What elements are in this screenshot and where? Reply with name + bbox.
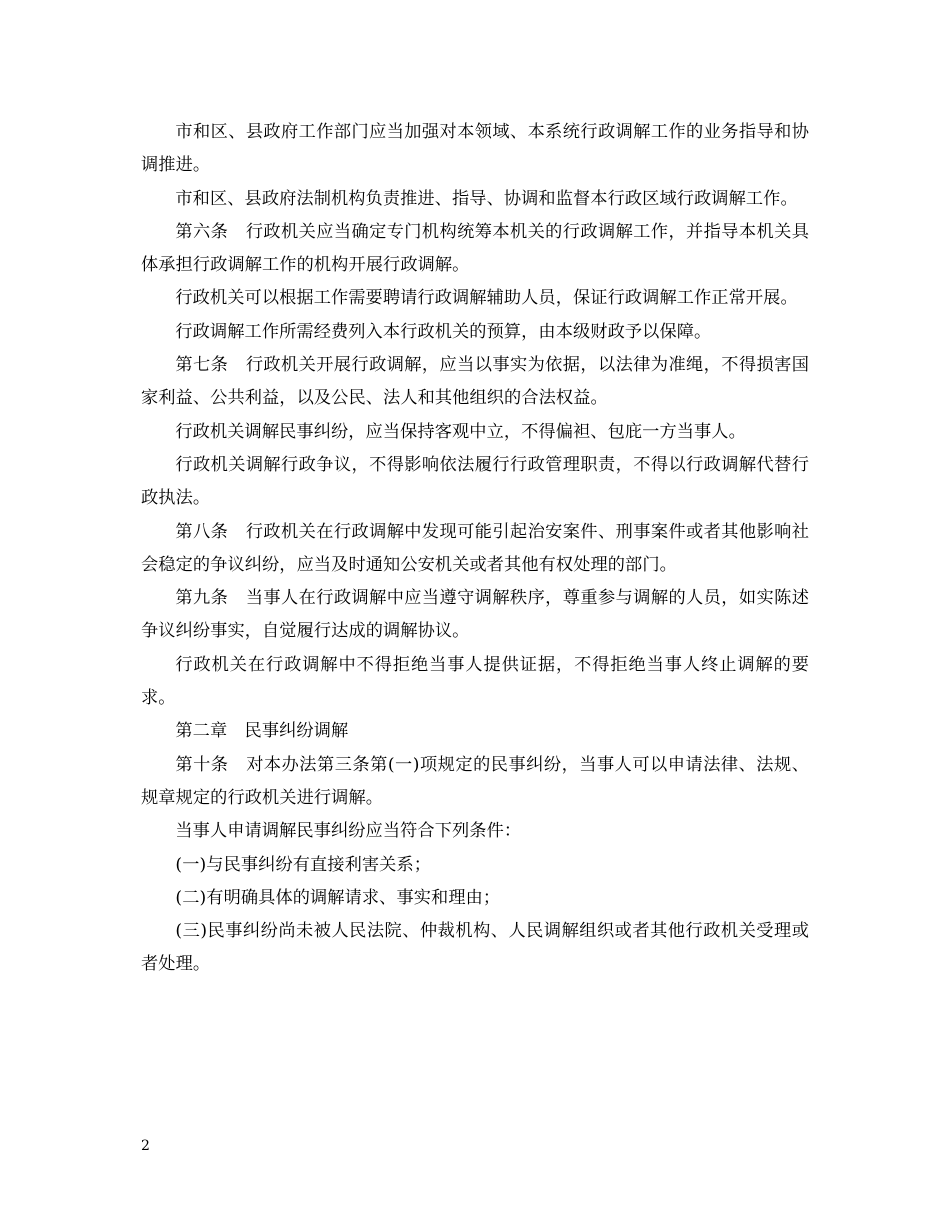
paragraph: 行政机关在行政调解中不得拒绝当事人提供证据，不得拒绝当事人终止调解的要求。 xyxy=(141,654,809,709)
document-body xyxy=(141,116,809,982)
paragraph: 市和区、县政府工作部门应当加强对本领域、本系统行政调解工作的业务指导和协调推进。 xyxy=(141,122,809,176)
paragraph: 行政机关可以根据工作需要聘请行政调解辅助人员，保证行政调解工作正常开展。 xyxy=(175,288,798,309)
article-10-paragraph: 第十条 对本办法第三条第(一)项规定的民事纠纷，当事人可以申请法律、法规、规章规定的行政机关进行调解。 xyxy=(141,754,809,808)
article-6-paragraph: 第六条 行政机关应当确定专门机构统筹本机关的行政调解工作，并指导本机关具体承担行政调解工作的机构开展行政调解。 xyxy=(141,221,809,276)
list-item: (三)民事纠纷尚未被人民法院、仲裁机构、人民调解组织或者其他行政机关受理或者处理。 xyxy=(141,921,809,975)
paragraph: 行政机关调解民事纠纷，应当保持客观中立，不得偏袒、包庇一方当事人。 xyxy=(175,421,746,442)
article-9-paragraph: 第九条 当事人在行政调解中应当遵守调解秩序，尊重参与调解的人员，如实陈述争议纠纷事实，自觉履行达成的调解协议。 xyxy=(141,588,809,642)
list-item: (一)与民事纠纷有直接利害关系； xyxy=(175,854,432,875)
paragraph: 行政调解工作所需经费列入本行政机关的预算，由本级财政予以保障。 xyxy=(175,321,712,342)
paragraph: 市和区、县政府法制机构负责推进、指导、协调和监督本行政区域行政调解工作。 xyxy=(175,188,798,209)
article-8-paragraph: 第八条 行政机关在行政调解中发现可能引起治安案件、刑事案件或者其他影响社会稳定的争议纠纷，应当及时通知公安机关或者其他有权处理的部门。 xyxy=(141,521,809,575)
chapter-heading: 第二章 民事纠纷调解 xyxy=(175,721,349,742)
article-7-paragraph: 第七条 行政机关开展行政调解，应当以事实为依据，以法律为准绳，不得损害国家利益、公共利益，以及公民、法人和其他组织的合法权益。 xyxy=(141,355,809,409)
paragraph: 行政机关调解行政争议，不得影响依法履行行政管理职责，不得以行政调解代替行政执法。 xyxy=(141,454,809,509)
paragraph: 当事人申请调解民事纠纷应当符合下列条件： xyxy=(175,821,522,842)
list-item: (二)有明确具体的调解请求、事实和理由； xyxy=(175,887,501,908)
page-number: 2 xyxy=(141,1138,150,1154)
